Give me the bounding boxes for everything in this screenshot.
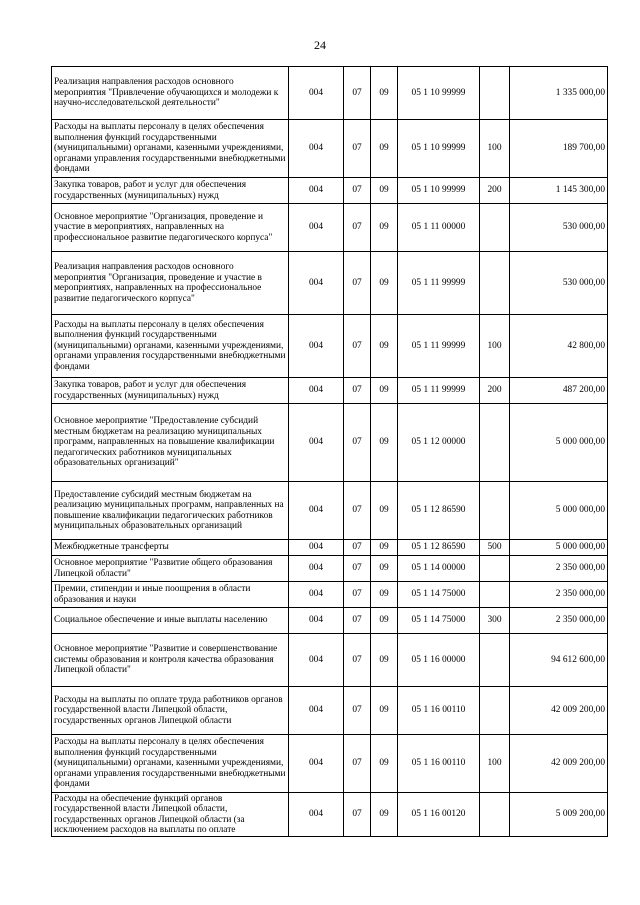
table-row (52, 687, 608, 735)
target-article-cell: 05 1 11 99999 (398, 378, 480, 404)
subsection-code-cell: 09 (371, 67, 398, 120)
target-article-cell: 05 1 14 75000 (398, 582, 480, 608)
ministry-code-cell: 004 (289, 178, 344, 204)
amount-cell: 2 350 000,00 (510, 582, 608, 608)
amount-cell: 5 000 000,00 (510, 482, 608, 540)
section-code-cell: 07 (344, 378, 371, 404)
subsection-code-cell: 09 (371, 793, 398, 837)
budget-table (51, 66, 608, 837)
row-name-cell: Предоставление субсидий местным бюджетам на реализацию муниципальных программ, направленных на повышение квалификации педагогических работников муниципальных образовательных организаций (52, 482, 289, 540)
section-code-cell: 07 (344, 582, 371, 608)
table-row (52, 204, 608, 252)
row-name-cell: Расходы на выплаты персоналу в целях обеспечения выполнения функций государственными (муниципальными) органами, казенными учреждениями, органами управления государственными внебюджетными фондами (52, 735, 289, 793)
expense-type-cell (480, 582, 510, 608)
amount-cell: 530 000,00 (510, 252, 608, 315)
amount-cell: 5 009 200,00 (510, 793, 608, 837)
ministry-code-cell: 004 (289, 120, 344, 178)
table-row (52, 540, 608, 556)
subsection-code-cell: 09 (371, 608, 398, 634)
target-article-cell: 05 1 16 00120 (398, 793, 480, 837)
target-article-cell: 05 1 10 99999 (398, 67, 480, 120)
row-name-cell: Основное мероприятие "Развитие общего образования Липецкой области" (52, 556, 289, 582)
table-row (52, 608, 608, 634)
section-code-cell: 07 (344, 204, 371, 252)
table-row (52, 178, 608, 204)
ministry-code-cell: 004 (289, 204, 344, 252)
ministry-code-cell: 004 (289, 404, 344, 482)
subsection-code-cell: 09 (371, 315, 398, 378)
target-article-cell: 05 1 14 00000 (398, 556, 480, 582)
row-name-cell: Расходы на выплаты персоналу в целях обеспечения выполнения функций государственными (муниципальными) органами, казенными учреждениями, органами управления государственными внебюджетными фондами (52, 315, 289, 378)
subsection-code-cell: 09 (371, 404, 398, 482)
table-row (52, 793, 608, 837)
target-article-cell: 05 1 11 99999 (398, 252, 480, 315)
target-article-cell: 05 1 11 00000 (398, 204, 480, 252)
row-name-cell: Основное мероприятие "Предоставление субсидий местным бюджетам на реализацию муниципальных программ, направленных на повышение квалификации педагогических работников муниципальных образовательных организаций" (52, 404, 289, 482)
ministry-code-cell: 004 (289, 315, 344, 378)
target-article-cell: 05 1 16 00110 (398, 687, 480, 735)
amount-cell: 487 200,00 (510, 378, 608, 404)
row-name-cell: Расходы на выплаты по оплате труда работников органов государственной власти Липецкой области, государственных органов Липецкой области (52, 687, 289, 735)
subsection-code-cell: 09 (371, 252, 398, 315)
target-article-cell: 05 1 10 99999 (398, 178, 480, 204)
expense-type-cell: 100 (480, 735, 510, 793)
table-row (52, 556, 608, 582)
table-row (52, 315, 608, 378)
table-row (52, 582, 608, 608)
amount-cell: 5 000 000,00 (510, 540, 608, 556)
table-row (52, 482, 608, 540)
subsection-code-cell: 09 (371, 634, 398, 687)
ministry-code-cell: 004 (289, 608, 344, 634)
table-row (52, 404, 608, 482)
target-article-cell: 05 1 12 00000 (398, 404, 480, 482)
target-article-cell: 05 1 12 86590 (398, 540, 480, 556)
expense-type-cell: 100 (480, 315, 510, 378)
subsection-code-cell: 09 (371, 178, 398, 204)
ministry-code-cell: 004 (289, 482, 344, 540)
row-name-cell: Премии, стипендии и иные поощрения в области образования и науки (52, 582, 289, 608)
table-row (52, 735, 608, 793)
amount-cell: 42 800,00 (510, 315, 608, 378)
target-article-cell: 05 1 14 75000 (398, 608, 480, 634)
expense-type-cell: 200 (480, 378, 510, 404)
row-name-cell: Реализация направления расходов основного мероприятия "Привлечение обучающихся и молодежи к научно-исследовательской деятельности" (52, 67, 289, 120)
expense-type-cell: 500 (480, 540, 510, 556)
row-name-cell: Реализация направления расходов основного мероприятия "Организация, проведение и участие в мероприятиях, направленных на профессиональное развитие педагогического корпуса" (52, 252, 289, 315)
amount-cell: 42 009 200,00 (510, 735, 608, 793)
table-row (52, 634, 608, 687)
amount-cell: 189 700,00 (510, 120, 608, 178)
amount-cell: 2 350 000,00 (510, 608, 608, 634)
ministry-code-cell: 004 (289, 556, 344, 582)
section-code-cell: 07 (344, 634, 371, 687)
target-article-cell: 05 1 11 99999 (398, 315, 480, 378)
section-code-cell: 07 (344, 482, 371, 540)
expense-type-cell (480, 687, 510, 735)
section-code-cell: 07 (344, 178, 371, 204)
expense-type-cell (480, 67, 510, 120)
row-name-cell: Основное мероприятие "Организация, проведение и участие в мероприятиях, направленных на профессиональное развитие педагогического корпуса" (52, 204, 289, 252)
ministry-code-cell: 004 (289, 634, 344, 687)
section-code-cell: 07 (344, 687, 371, 735)
target-article-cell: 05 1 16 00110 (398, 735, 480, 793)
ministry-code-cell: 004 (289, 252, 344, 315)
table-row (52, 252, 608, 315)
subsection-code-cell: 09 (371, 735, 398, 793)
expense-type-cell (480, 482, 510, 540)
subsection-code-cell: 09 (371, 482, 398, 540)
expense-type-cell (480, 252, 510, 315)
row-name-cell: Закупка товаров, работ и услуг для обеспечения государственных (муниципальных) нужд (52, 178, 289, 204)
table-row (52, 120, 608, 178)
expense-type-cell: 200 (480, 178, 510, 204)
ministry-code-cell: 004 (289, 687, 344, 735)
ministry-code-cell: 004 (289, 540, 344, 556)
section-code-cell: 07 (344, 556, 371, 582)
amount-cell: 42 009 200,00 (510, 687, 608, 735)
amount-cell: 5 000 000,00 (510, 404, 608, 482)
row-name-cell: Закупка товаров, работ и услуг для обеспечения государственных (муниципальных) нужд (52, 378, 289, 404)
table-row (52, 67, 608, 120)
expense-type-cell: 100 (480, 120, 510, 178)
section-code-cell: 07 (344, 67, 371, 120)
target-article-cell: 05 1 12 86590 (398, 482, 480, 540)
section-code-cell: 07 (344, 404, 371, 482)
table-row (52, 378, 608, 404)
subsection-code-cell: 09 (371, 204, 398, 252)
section-code-cell: 07 (344, 735, 371, 793)
subsection-code-cell: 09 (371, 687, 398, 735)
section-code-cell: 07 (344, 252, 371, 315)
row-name-cell: Основное мероприятие "Развитие и совершенствование системы образования и контроля качества образования Липецкой области" (52, 634, 289, 687)
row-name-cell: Межбюджетные трансферты (52, 540, 289, 556)
ministry-code-cell: 004 (289, 67, 344, 120)
subsection-code-cell: 09 (371, 582, 398, 608)
section-code-cell: 07 (344, 120, 371, 178)
subsection-code-cell: 09 (371, 556, 398, 582)
row-name-cell: Расходы на выплаты персоналу в целях обеспечения выполнения функций государственными (муниципальными) органами, казенными учреждениями, органами управления государственными внебюджетными фондами (52, 120, 289, 178)
section-code-cell: 07 (344, 540, 371, 556)
amount-cell: 94 612 600,00 (510, 634, 608, 687)
amount-cell: 1 335 000,00 (510, 67, 608, 120)
ministry-code-cell: 004 (289, 378, 344, 404)
ministry-code-cell: 004 (289, 793, 344, 837)
subsection-code-cell: 09 (371, 120, 398, 178)
section-code-cell: 07 (344, 793, 371, 837)
ministry-code-cell: 004 (289, 582, 344, 608)
target-article-cell: 05 1 16 00000 (398, 634, 480, 687)
row-name-cell: Расходы на обеспечение функций органов государственной власти Липецкой области, государственных органов Липецкой области (за исключением расходов на выплаты по оплате (52, 793, 289, 837)
expense-type-cell: 300 (480, 608, 510, 634)
target-article-cell: 05 1 10 99999 (398, 120, 480, 178)
expense-type-cell (480, 556, 510, 582)
amount-cell: 1 145 300,00 (510, 178, 608, 204)
amount-cell: 530 000,00 (510, 204, 608, 252)
row-name-cell: Социальное обеспечение и иные выплаты населению (52, 608, 289, 634)
subsection-code-cell: 09 (371, 540, 398, 556)
expense-type-cell (480, 634, 510, 687)
expense-type-cell (480, 793, 510, 837)
section-code-cell: 07 (344, 315, 371, 378)
subsection-code-cell: 09 (371, 378, 398, 404)
expense-type-cell (480, 204, 510, 252)
amount-cell: 2 350 000,00 (510, 556, 608, 582)
ministry-code-cell: 004 (289, 735, 344, 793)
section-code-cell: 07 (344, 608, 371, 634)
expense-type-cell (480, 404, 510, 482)
budget-table-body (52, 67, 608, 837)
page-number: 24 (314, 38, 326, 52)
